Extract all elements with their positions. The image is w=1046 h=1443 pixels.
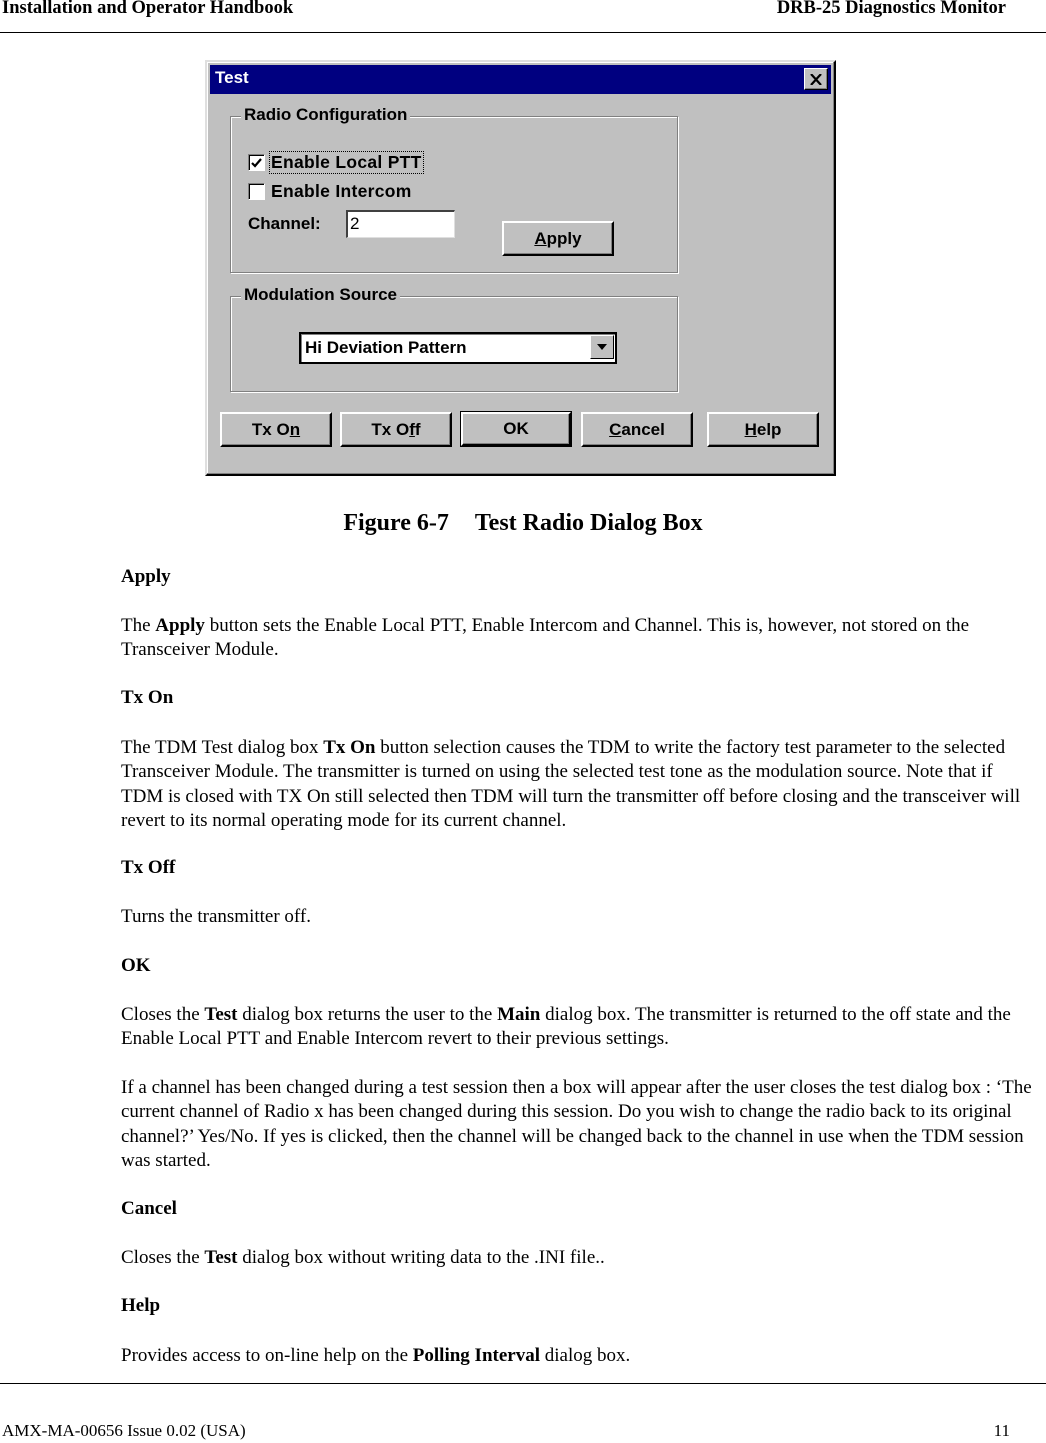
paragraph-apply (121, 614, 1033, 663)
tx-off-label: Tx O (371, 419, 410, 439)
modulation-source-value: Hi Deviation Pattern (305, 338, 467, 357)
ok-label: OK (503, 419, 529, 438)
checkbox-checked[interactable] (248, 154, 265, 171)
enable-local-ptt-label: Enable Local PTT (271, 152, 422, 172)
bold-text: Main (497, 1004, 541, 1025)
heading-help: Help (121, 1295, 161, 1316)
text: dialog box. (540, 1345, 631, 1366)
text: button selection causes the TDM to write the factory test parameter to the selected Transceiver Module. The transmitter is turned on using the selected test tone as the modulation source. Note that if TDM is closed with TX On still selected then TDM will turn the transmitter off before closing and the transceiver will revert to its normal operating mode for its current channel. (121, 737, 1021, 831)
paragraph-tx-on (121, 736, 1026, 833)
ok-button[interactable] (461, 412, 571, 446)
tx-on-mnemonic: n (289, 419, 301, 439)
text: button sets the Enable Local PTT, Enable Intercom and Channel. This is, however, not stored on the Transceiver Module. (121, 615, 970, 661)
paragraph-cancel (121, 1246, 1033, 1270)
checkbox-unchecked[interactable] (248, 183, 265, 200)
cancel-mnemonic: C (609, 419, 622, 439)
heading-tx-on: Tx On (121, 687, 174, 708)
figure-title: Test Radio Dialog Box (474, 510, 703, 536)
bold-text: Test (204, 1247, 238, 1268)
bold-text: Apply (155, 615, 205, 636)
bold-text: Polling Interval (412, 1345, 540, 1366)
apply-label: pply (546, 228, 582, 248)
checkmark-icon (251, 158, 262, 168)
dialog-title: Test (215, 68, 249, 87)
text: dialog box returns the user to the (237, 1004, 498, 1025)
enable-intercom-label: Enable Intercom (271, 181, 412, 201)
modulation-source-label: Modulation Source (241, 285, 400, 305)
tx-on-label: Tx O (251, 419, 290, 439)
page-number: 11 (993, 1421, 1010, 1440)
page-header (0, 0, 1046, 33)
heading-apply: Apply (121, 566, 171, 587)
help-button[interactable] (707, 412, 819, 447)
help-mnemonic: H (744, 419, 757, 439)
figure-number: Figure 6-7 (343, 510, 449, 536)
figure-caption (0, 510, 1046, 537)
close-button[interactable] (804, 68, 828, 90)
dialog-titlebar[interactable] (210, 65, 831, 94)
modulation-source-select[interactable] (299, 332, 617, 364)
help-label: elp (756, 419, 782, 439)
text: Closes the (121, 1247, 205, 1268)
text: dialog box. The transmitter is returned to the off state and the Enable Local PTT and Enable Intercom revert to their previous settings. (121, 1004, 1011, 1050)
enable-intercom-checkbox[interactable] (248, 181, 412, 202)
footer-document-id: AMX-MA-00656 Issue 0.02 (USA) (2, 1421, 246, 1440)
dropdown-button[interactable] (590, 335, 614, 359)
apply-mnemonic: A (534, 228, 547, 248)
channel-label: Channel: (248, 214, 321, 233)
enable-local-ptt-checkbox[interactable] (248, 151, 424, 174)
text: dialog box without writing data to the .INI file.. (237, 1247, 605, 1268)
tx-on-button[interactable] (220, 412, 332, 447)
apply-button[interactable] (502, 221, 614, 256)
test-dialog (205, 60, 836, 476)
text: Closes the (121, 1004, 205, 1025)
text: Provides access to on-line help on the (121, 1345, 413, 1366)
text: The (121, 615, 156, 636)
cancel-label: ancel (621, 419, 665, 439)
radio-configuration-label: Radio Configuration (241, 105, 410, 125)
channel-input[interactable]: 2 (346, 210, 455, 238)
dropdown-arrow-icon (597, 344, 607, 350)
footer-rule (0, 1383, 1046, 1384)
paragraph-help (121, 1344, 1033, 1368)
paragraph-ok-channel-note: If a channel has been changed during a test session then a box will appear after the user closes the test dialog box : ‘The current channel of Radio x has been changed during this session. Do you wish to change the radio back to its original channel?’ Yes/No. If yes is clicked, then the channel will be changed back to the channel in use when the TDM session was started. (121, 1077, 1032, 1171)
header-title-left: Installation and Operator Handbook (2, 0, 294, 18)
close-x-icon (810, 74, 822, 85)
tx-off-label-rest: f (414, 419, 421, 439)
heading-ok: OK (121, 955, 151, 976)
tx-off-button[interactable] (340, 412, 452, 447)
paragraph-ok (121, 1003, 1011, 1052)
header-title-right: DRB-25 Diagnostics Monitor (776, 0, 1006, 18)
heading-cancel: Cancel (121, 1198, 177, 1219)
bold-text: Tx On (323, 737, 376, 758)
tx-off-mnemonic: f (409, 419, 415, 439)
cancel-button[interactable] (581, 412, 693, 447)
paragraph-tx-off: Turns the transmitter off. (121, 906, 311, 927)
heading-tx-off: Tx Off (121, 857, 176, 878)
text: The TDM Test dialog box (121, 737, 324, 758)
bold-text: Test (204, 1004, 238, 1025)
